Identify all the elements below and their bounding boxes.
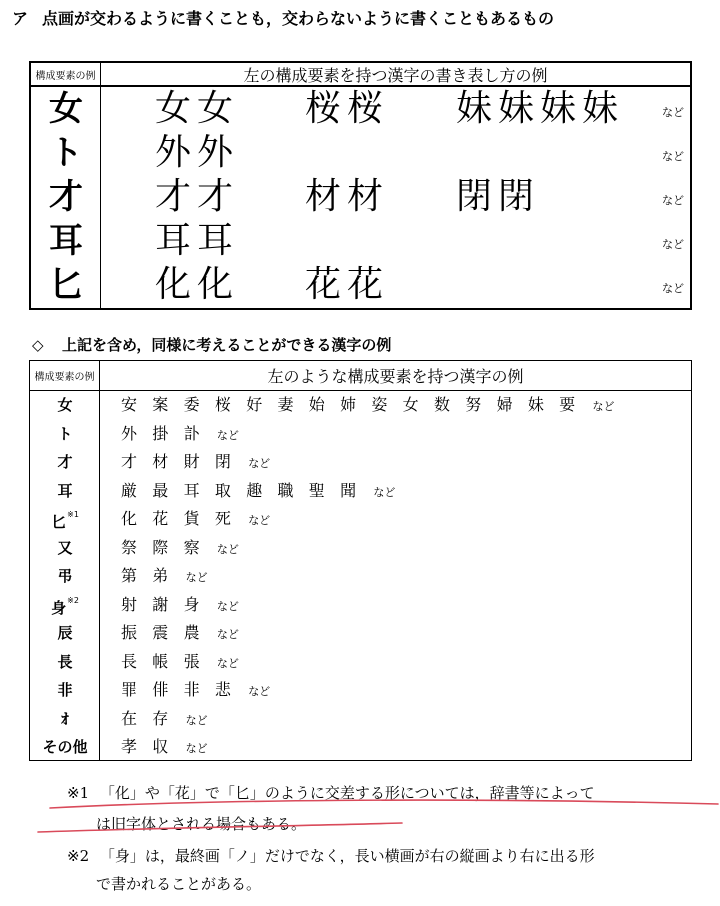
component-text: その他	[42, 738, 88, 756]
kanji-examples-table	[29, 360, 692, 761]
kanji-char: 弟	[152, 566, 169, 585]
section-heading-b	[32, 334, 391, 355]
example-glyphs: 才才	[155, 176, 240, 217]
component-cell: 才	[49, 177, 83, 217]
kanji-char: 震	[152, 623, 169, 642]
nado-label: など	[248, 457, 271, 470]
nado-label: など	[216, 599, 239, 613]
kanji-char: 際	[152, 537, 169, 557]
kanji-char: 好	[246, 395, 263, 414]
table-row	[31, 87, 690, 131]
kanji-list	[121, 676, 270, 706]
kanji-char: 要	[559, 395, 576, 414]
nado-label: など	[216, 542, 239, 556]
table-row	[30, 391, 691, 420]
component-cell	[30, 648, 100, 676]
kanji-char: 在	[121, 708, 138, 728]
nado-label: など	[248, 514, 271, 527]
footnote-mark: ※2	[67, 847, 90, 865]
component-text: 弔	[57, 567, 73, 585]
kanji-char: 婦	[496, 395, 513, 414]
component-text: 耳	[57, 481, 73, 500]
kanji-char: 長	[121, 651, 138, 671]
kanji-char: 財	[183, 452, 200, 471]
kanji-char: 張	[183, 651, 200, 671]
kanji-char: 桜	[214, 395, 231, 414]
kanji-char: 訃	[183, 423, 200, 443]
kanji-list	[121, 619, 239, 649]
kanji-char: 帳	[152, 651, 169, 671]
kanji-char: 罪	[121, 680, 138, 699]
kanji-char: 身	[183, 594, 200, 614]
component-text: 身	[51, 598, 67, 617]
component-cell	[30, 477, 100, 505]
component-text: 又	[57, 538, 73, 557]
nado-label: など	[216, 428, 239, 442]
kanji-char: 案	[152, 395, 169, 414]
table-row	[31, 219, 690, 263]
component-cell: ト	[49, 133, 83, 173]
example-glyphs: 材材	[305, 176, 390, 217]
table-row	[31, 131, 690, 175]
section-title: 上記を含め，同様に考えることができる漢字の例	[62, 336, 392, 354]
kanji-char: 第	[121, 566, 138, 585]
nado-label: など	[185, 571, 208, 584]
kanji-char: 最	[152, 480, 169, 500]
footnote-1-continued	[96, 813, 306, 834]
kanji-char: 俳	[152, 680, 169, 699]
table-row	[30, 562, 691, 591]
kanji-char: 委	[183, 395, 200, 414]
kanji-char: 謝	[152, 594, 169, 614]
component-cell	[30, 448, 100, 476]
writing-examples-table	[29, 61, 692, 310]
component-cell	[30, 505, 100, 536]
kanji-list	[121, 733, 208, 763]
kanji-char: 振	[121, 623, 138, 642]
component-text: 非	[57, 681, 73, 699]
table-row	[30, 676, 691, 705]
kanji-char: 閉	[214, 452, 231, 471]
example-glyphs: 閉閉	[456, 176, 541, 217]
table-row	[30, 591, 691, 620]
component-text: ｵ	[61, 709, 69, 728]
kanji-list	[121, 534, 239, 564]
nado-label: など	[662, 106, 684, 119]
kanji-char: 始	[308, 395, 325, 414]
kanji-char: 妹	[527, 395, 544, 414]
section-title: 点画が交わるように書くことも，交わらないように書くこともあるもの	[42, 9, 555, 28]
component-cell	[30, 420, 100, 448]
kanji-char: 祭	[121, 537, 138, 557]
kanji-list	[121, 505, 270, 535]
kanji-char: 女	[402, 395, 419, 414]
example-glyphs: 花花	[305, 264, 390, 305]
kanji-list	[121, 591, 239, 621]
kanji-char: 化	[121, 509, 138, 528]
footnote-text: 「身」は，最終画「ノ」だけでなく，長い横画が右の縦画より右に出る形	[99, 847, 595, 865]
component-cell	[30, 534, 100, 562]
kanji-char: 取	[214, 480, 231, 500]
kanji-char: 花	[152, 509, 169, 528]
table-row	[31, 175, 690, 219]
nado-label: など	[662, 238, 684, 251]
component-cell	[30, 733, 100, 761]
kanji-char: 才	[121, 452, 138, 471]
component-text: 女	[57, 396, 73, 414]
column-header-component: 構成要素の例	[31, 63, 101, 87]
kanji-char: 察	[183, 537, 200, 557]
component-cell: 匕	[49, 265, 83, 305]
component-cell	[30, 391, 100, 419]
kanji-list	[121, 420, 239, 450]
kanji-char: 職	[277, 480, 294, 500]
nado-label: など	[216, 628, 239, 641]
nado-label: など	[592, 400, 615, 413]
diamond-icon: ◇	[32, 336, 44, 354]
table-row	[30, 648, 691, 677]
example-glyphs: 妹妹妹妹	[456, 88, 625, 129]
kanji-char: 妻	[277, 395, 294, 414]
column-header-kanji: 左のような構成要素を持つ漢字の例	[100, 361, 691, 391]
component-cell	[30, 676, 100, 704]
kanji-char: 姉	[340, 395, 357, 414]
example-glyphs: 化化	[155, 264, 240, 305]
kanji-char: 悲	[214, 680, 231, 699]
kanji-char: 聞	[340, 480, 357, 500]
kanji-char: 孝	[121, 737, 138, 756]
kanji-list	[121, 705, 208, 735]
component-cell	[30, 705, 100, 733]
kanji-list	[121, 562, 208, 592]
nado-label: など	[662, 194, 684, 207]
table-row	[31, 263, 690, 307]
footnote-text: で書かれることがある。	[96, 875, 262, 893]
kanji-char: 安	[121, 395, 138, 414]
column-header-component: 構成要素の例	[30, 361, 100, 391]
kanji-char: 農	[183, 623, 200, 642]
example-glyphs: 女女	[155, 88, 240, 129]
kanji-list	[121, 448, 270, 478]
nado-label: など	[248, 685, 271, 698]
footnote-text: は旧字体とされる場合もある。	[96, 815, 307, 833]
footnote-text: 「化」や「花」で「匕」のように交差する形については，辞書等によって	[99, 784, 595, 802]
nado-label: など	[185, 713, 208, 727]
table-row	[30, 705, 691, 734]
kanji-list	[121, 648, 239, 678]
component-cell: 女	[49, 89, 83, 129]
kanji-char: 射	[121, 594, 138, 614]
component-text: 才	[57, 453, 73, 471]
component-text: 長	[57, 652, 73, 671]
kanji-char: 非	[183, 680, 200, 699]
nado-label: など	[662, 150, 684, 163]
kanji-char: 掛	[152, 423, 169, 443]
kanji-char: 死	[214, 509, 231, 528]
nado-label: など	[185, 742, 208, 755]
note-reference: ※2	[67, 595, 79, 605]
example-glyphs: 耳耳	[155, 220, 240, 261]
nado-label: など	[373, 485, 396, 499]
nado-label: など	[662, 282, 684, 295]
table-row	[30, 619, 691, 648]
component-cell	[30, 562, 100, 590]
example-glyphs: 桜桜	[305, 88, 390, 129]
kanji-char: 姿	[371, 395, 388, 414]
footnote-1	[67, 782, 595, 803]
column-header-examples: 左の構成要素を持つ漢字の書き表し方の例	[101, 63, 690, 87]
component-text: ト	[57, 424, 73, 443]
kanji-char: 耳	[183, 480, 200, 500]
footnote-mark: ※1	[67, 784, 90, 802]
kanji-char: 存	[152, 708, 169, 728]
table-row	[30, 420, 691, 449]
note-reference: ※1	[67, 510, 79, 519]
kanji-list	[121, 391, 614, 421]
example-glyphs: 外外	[155, 132, 240, 173]
component-cell	[30, 591, 100, 622]
nado-label: など	[216, 656, 239, 670]
kanji-char: 聖	[308, 480, 325, 500]
component-cell: 耳	[49, 221, 83, 261]
table-row	[30, 448, 691, 477]
table-row	[30, 733, 691, 762]
kanji-char: 数	[433, 395, 450, 414]
footnote-2	[67, 845, 595, 866]
kanji-char: 努	[465, 395, 482, 414]
component-cell	[30, 619, 100, 647]
kanji-char: 収	[152, 737, 169, 756]
kanji-char: 厳	[121, 480, 138, 500]
kanji-char: 趣	[246, 480, 263, 500]
kanji-char: 貨	[183, 509, 200, 528]
section-heading-a	[12, 6, 554, 29]
table-row	[30, 534, 691, 563]
section-label: ア	[12, 9, 29, 28]
component-text: 辰	[57, 624, 73, 642]
component-text: 匕	[51, 513, 67, 531]
kanji-char: 外	[121, 423, 138, 443]
footnote-2-continued	[96, 873, 261, 894]
kanji-char: 材	[152, 452, 169, 471]
table-row	[30, 505, 691, 534]
table-row	[30, 477, 691, 506]
kanji-list	[121, 477, 395, 507]
